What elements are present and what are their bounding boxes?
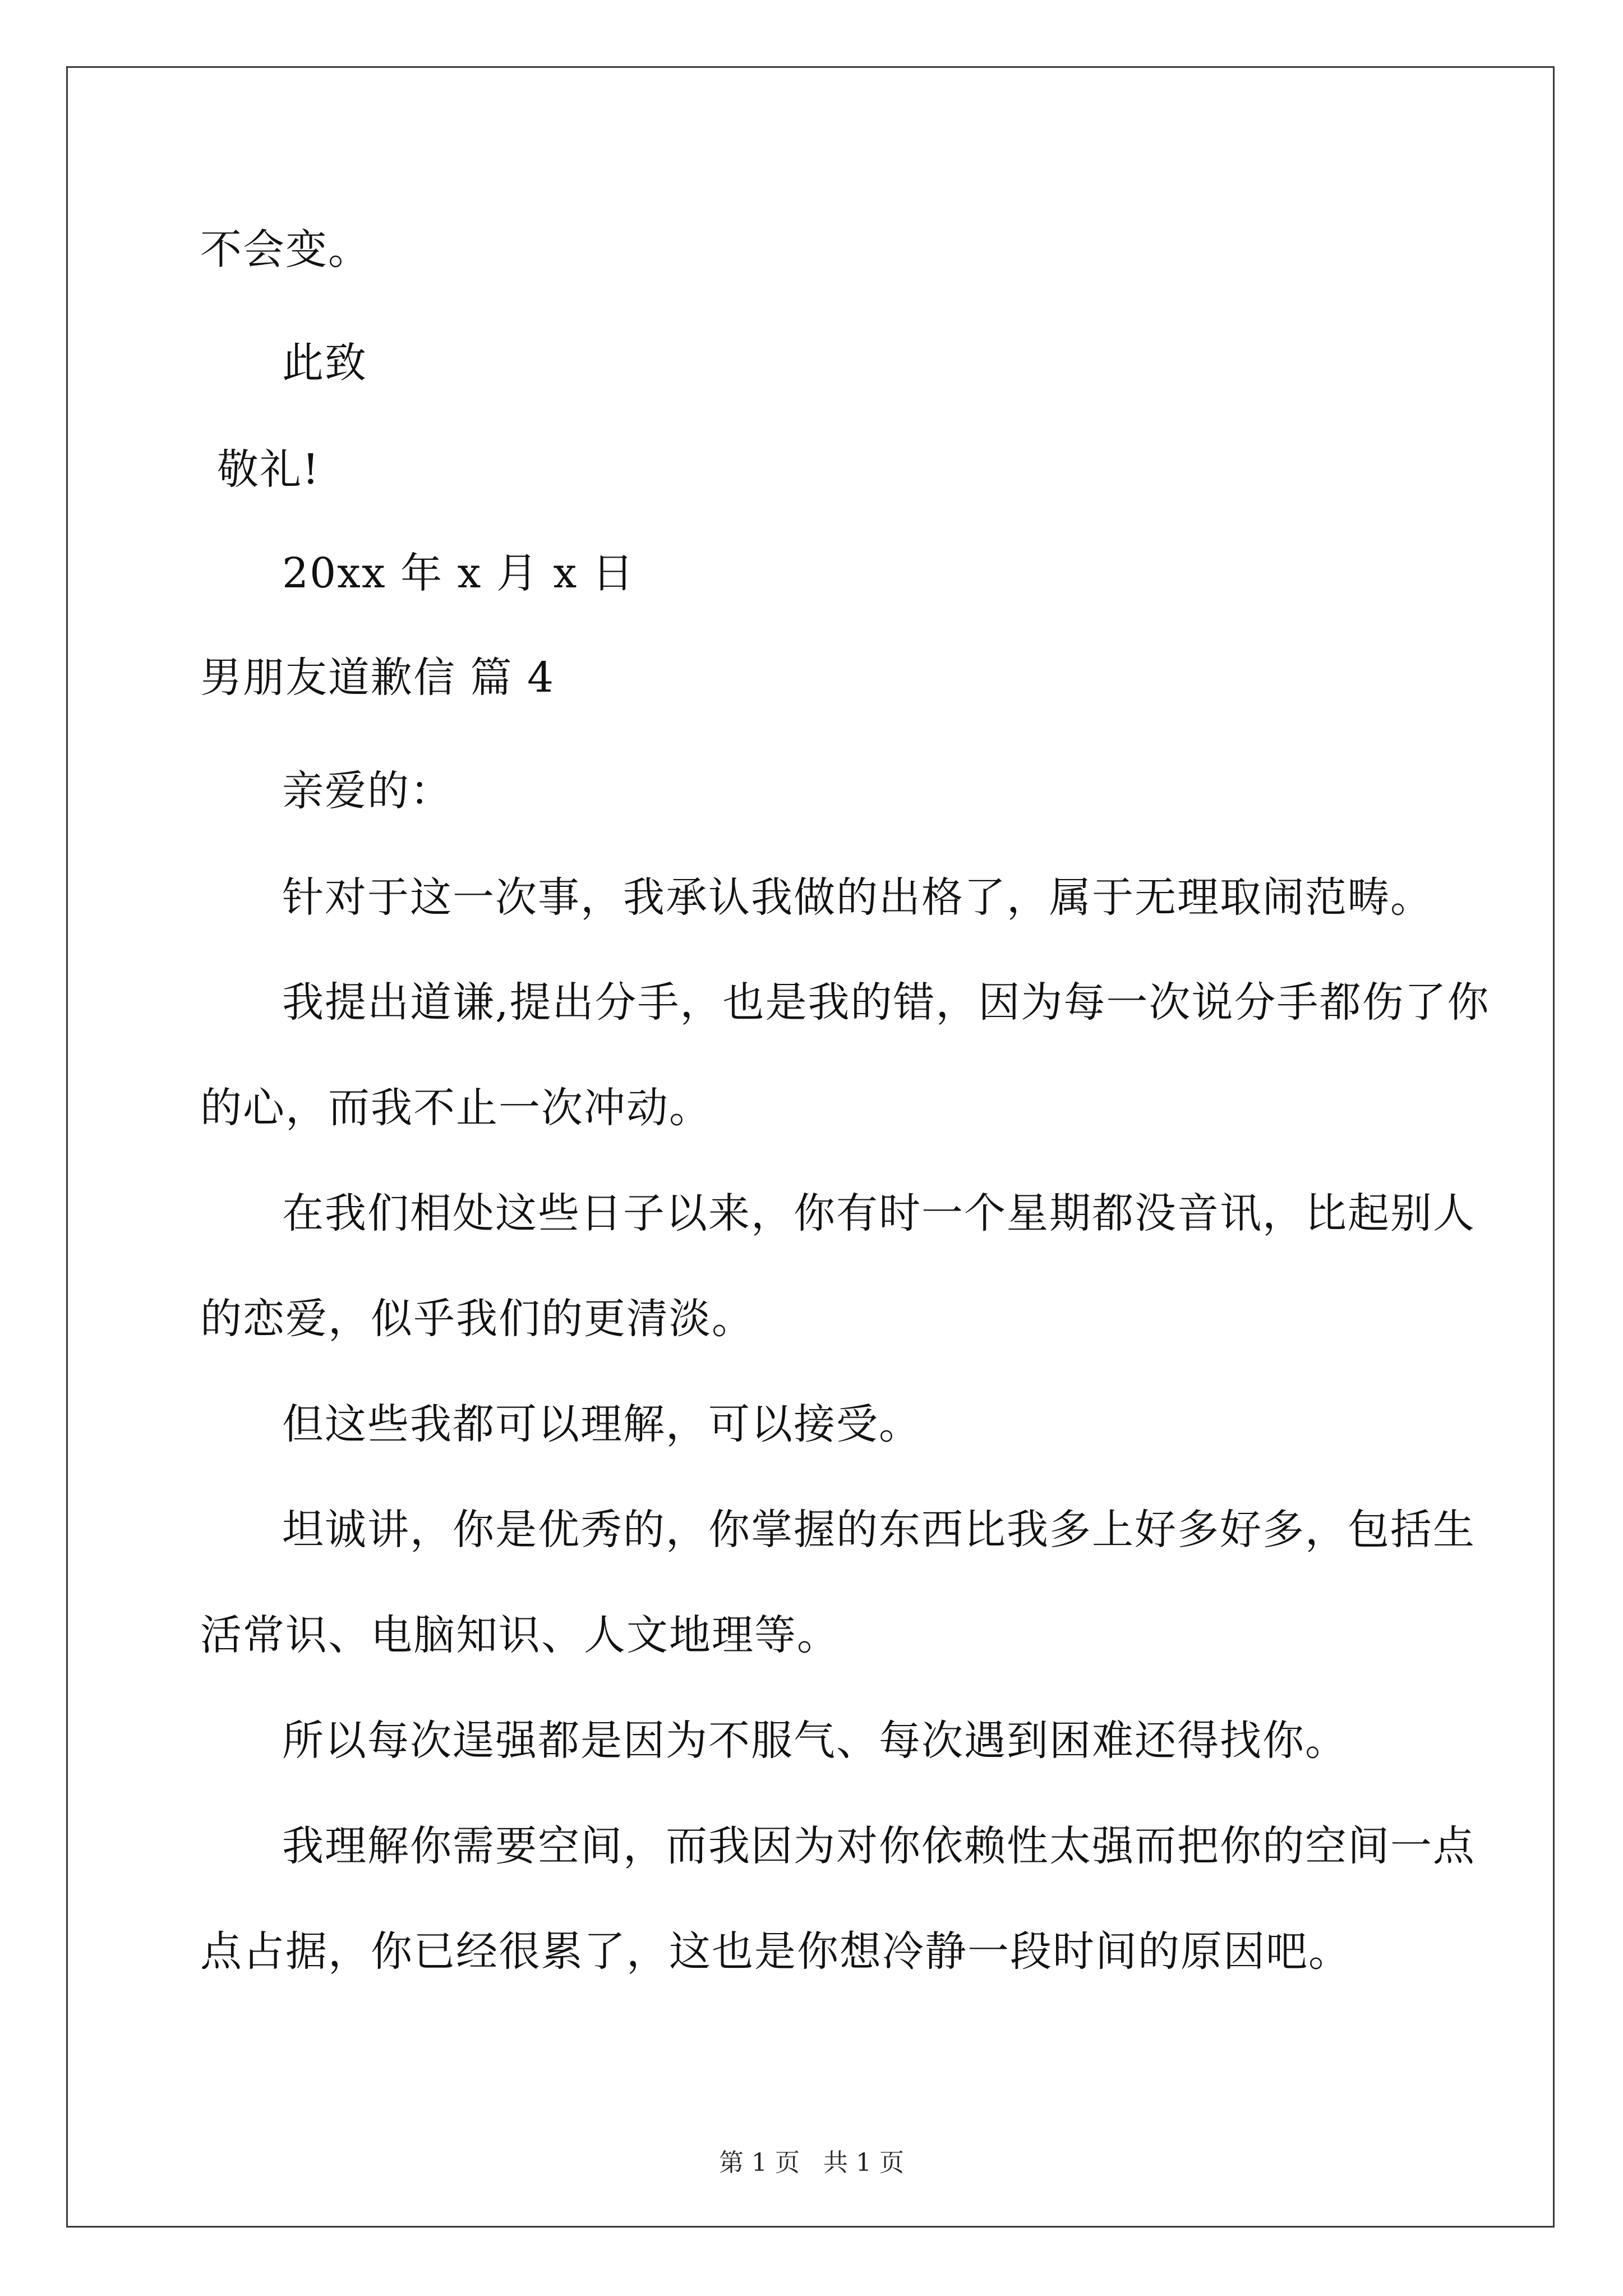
page-number-footer: 第 1 页 共 1 页: [719, 2148, 904, 2177]
text-line: 不会变。: [200, 226, 371, 274]
paragraph-line: 针对于这一次事，我承认我做的出格了，属于无理取闹范畴。: [282, 873, 1433, 922]
letter-greeting: 亲爱的：: [282, 767, 453, 815]
paragraph-line: 但这些我都可以理解，可以接受。: [282, 1400, 921, 1448]
paragraph-line: 的恋爱，似乎我们的更清淡。: [200, 1295, 754, 1343]
paragraph-line: 我提出道谦,提出分手，也是我的错，因为每一次说分手都伤了你: [282, 978, 1490, 1027]
letter-date: 20xx 年 x 月 x 日: [282, 549, 635, 597]
closing-salutation: 此致: [282, 339, 367, 387]
section-heading: 男朋友道歉信 篇 4: [200, 654, 555, 702]
closing-regards: 敬礼!: [217, 445, 320, 494]
paragraph-line: 的心，而我不止一次冲动。: [200, 1084, 712, 1132]
page-border: [66, 66, 1555, 2228]
paragraph-line: 我理解你需要空间，而我因为对你依赖性太强而把你的空间一点: [282, 1822, 1476, 1870]
paragraph-line: 坦诚讲，你是优秀的，你掌握的东西比我多上好多好多，包括生: [282, 1506, 1476, 1554]
paragraph-line: 点占据，你已经很累了，这也是你想冷静一段时间的原因吧。: [200, 1927, 1351, 1976]
paragraph-line: 所以每次逞强都是因为不服气、每次遇到困难还得找你。: [282, 1717, 1348, 1765]
paragraph-line: 在我们相处这些日子以来，你有时一个星期都没音讯，比起别人: [282, 1189, 1476, 1237]
paragraph-line: 活常识、电脑知识、人文地理等。: [200, 1611, 840, 1659]
